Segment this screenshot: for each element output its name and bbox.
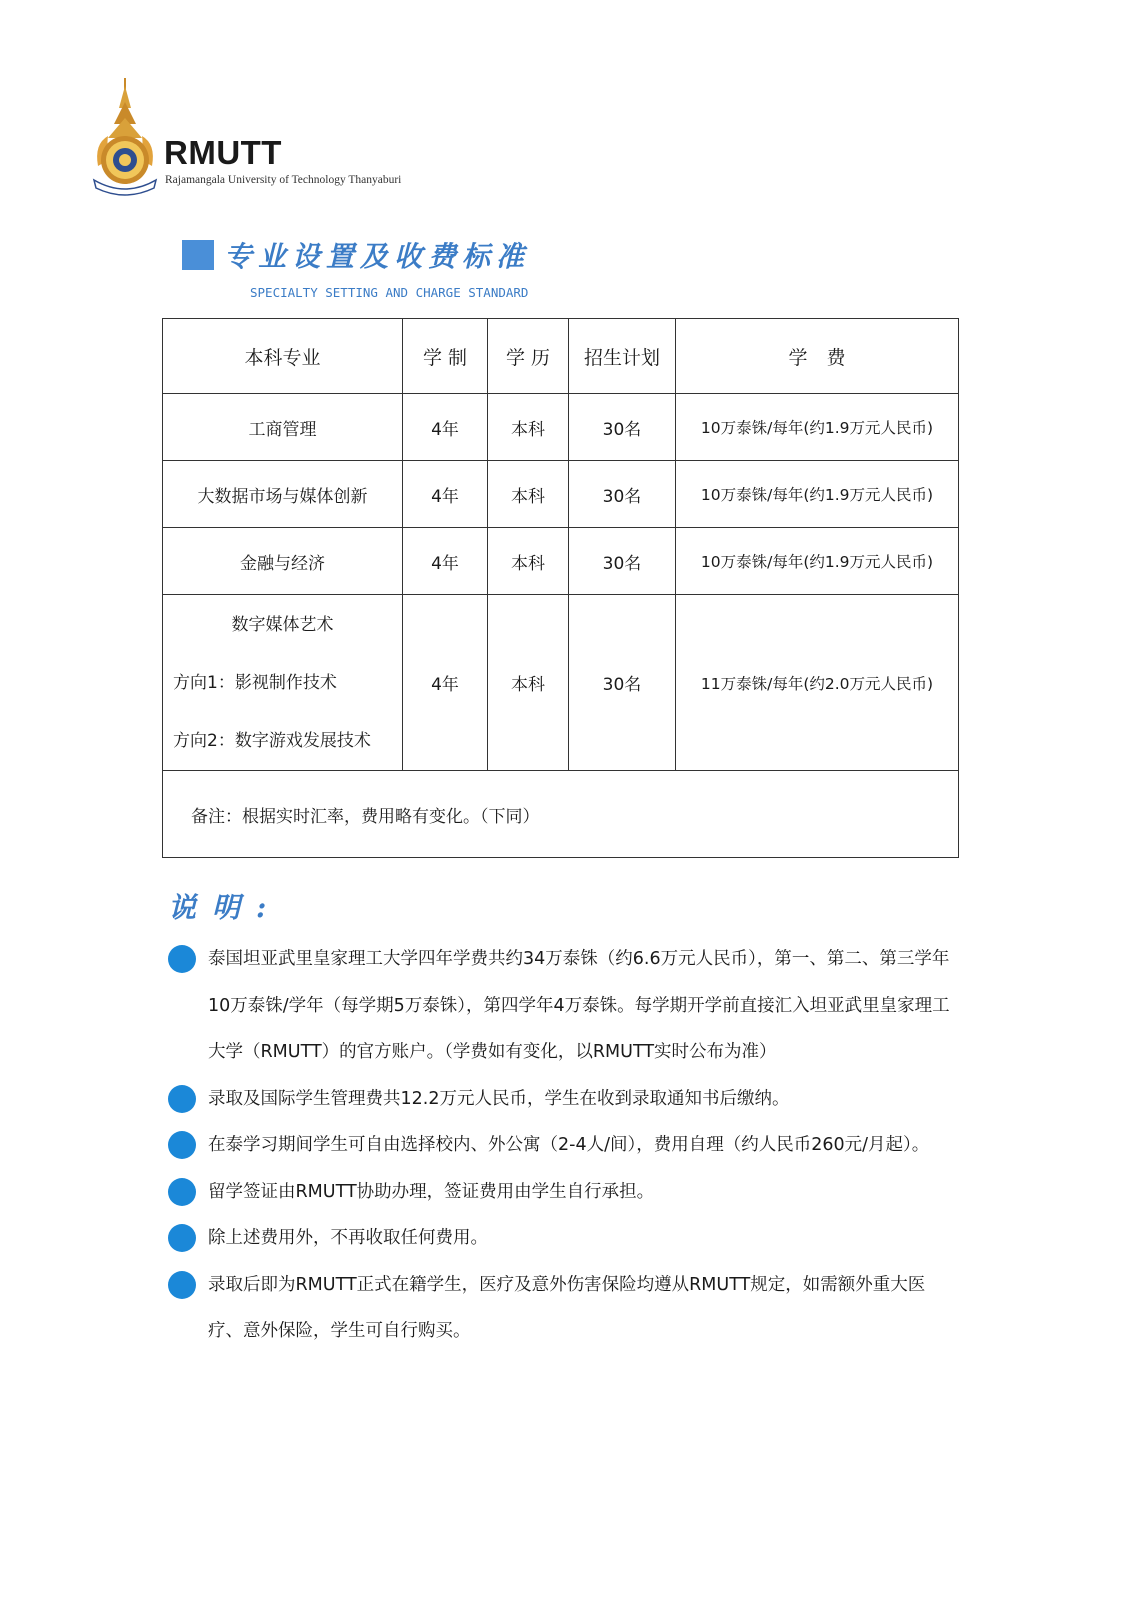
cell-plan: 30名	[569, 595, 676, 771]
list-item-text: 录取及国际学生管理费共12.2万元人民币，学生在收到录取通知书后缴纳。	[208, 1088, 790, 1109]
major-direction-2: 方向2：数字游戏发展技术	[173, 730, 371, 751]
fee-table	[162, 318, 959, 858]
list-item-text: 录取后即为RMUTT正式在籍学生，医疗及意外伤害保险均遵从RMUTT规定，如需额外重大医疗、意外保险，学生可自行购买。	[208, 1274, 926, 1341]
table-note: 备注：根据实时汇率，费用略有变化。（下同）	[163, 771, 959, 858]
rmutt-emblem-icon	[92, 78, 162, 196]
cell-plan: 30名	[569, 461, 676, 528]
cell-major: 工商管理	[163, 394, 403, 461]
cell-major: 大数据市场与媒体创新	[163, 461, 403, 528]
logo-subtitle: Rajamangala University of Technology Thanyaburi	[165, 174, 402, 186]
list-item	[168, 1076, 958, 1123]
cell-degree: 本科	[488, 461, 569, 528]
cell-duration: 4年	[403, 394, 488, 461]
header-plan: 招生计划	[569, 319, 676, 394]
list-item-text: 留学签证由RMUTT协助办理，签证费用由学生自行承担。	[208, 1181, 655, 1202]
cell-duration: 4年	[403, 461, 488, 528]
cell-fee: 11万泰铢/每年(约2.0万元人民币)	[676, 595, 959, 771]
explanation-list	[168, 936, 958, 1355]
major-name: 数字媒体艺术	[231, 614, 334, 635]
list-item	[168, 1122, 958, 1169]
cell-degree: 本科	[488, 528, 569, 595]
table-row	[163, 528, 959, 595]
table-header-row	[163, 319, 959, 394]
cell-fee: 10万泰铢/每年(约1.9万元人民币)	[676, 528, 959, 595]
list-item	[168, 1169, 958, 1216]
list-item	[168, 936, 958, 1076]
list-item-text: 除上述费用外，不再收取任何费用。	[208, 1228, 488, 1248]
cell-fee: 10万泰铢/每年(约1.9万元人民币)	[676, 394, 959, 461]
explanation-title: 说明:	[168, 891, 283, 924]
list-item-text: 泰国坦亚武里皇家理工大学四年学费共约34万泰铢（约6.6万元人民币），第一、第二、第三学年10万泰铢/学年（每学期5万泰铢），第四学年4万泰铢。每学期开学前直接汇入坦亚武里皇家理工大学（RMUTT）的官方账户。（学费如有变化，以RMUTT实时公布为准）	[208, 949, 950, 1062]
cell-duration: 4年	[403, 528, 488, 595]
bullet-circle-icon	[168, 1224, 196, 1252]
cell-plan: 30名	[569, 394, 676, 461]
section-title: 专业设置及收费标准	[224, 240, 531, 273]
table-row	[163, 394, 959, 461]
list-item	[168, 1215, 958, 1262]
section-square-icon	[182, 240, 214, 270]
cell-duration: 4年	[403, 595, 488, 771]
cell-degree: 本科	[488, 595, 569, 771]
table-row	[163, 461, 959, 528]
bullet-circle-icon	[168, 1131, 196, 1159]
bullet-circle-icon	[168, 945, 196, 973]
table-note-row	[163, 771, 959, 858]
bullet-circle-icon	[168, 1085, 196, 1113]
header-fee: 学 费	[676, 319, 959, 394]
header-major: 本科专业	[163, 319, 403, 394]
logo-wordmark: RMUTT	[164, 134, 282, 171]
table-row	[163, 595, 959, 771]
cell-major	[163, 595, 403, 771]
header-degree: 学 历	[488, 319, 569, 394]
bullet-circle-icon	[168, 1178, 196, 1206]
cell-fee: 10万泰铢/每年(约1.9万元人民币)	[676, 461, 959, 528]
cell-degree: 本科	[488, 394, 569, 461]
major-direction-1: 方向1：影视制作技术	[173, 672, 337, 693]
header-duration: 学 制	[403, 319, 488, 394]
list-item	[168, 1262, 958, 1355]
list-item-text: 在泰学习期间学生可自由选择校内、外公寓（2-4人/间），费用自理（约人民币260元/月起）。	[208, 1135, 930, 1155]
cell-major: 金融与经济	[163, 528, 403, 595]
bullet-circle-icon	[168, 1271, 196, 1299]
cell-plan: 30名	[569, 528, 676, 595]
section-subtitle: SPECIALTY SETTING AND CHARGE STANDARD	[250, 285, 529, 300]
university-logo	[92, 78, 422, 196]
